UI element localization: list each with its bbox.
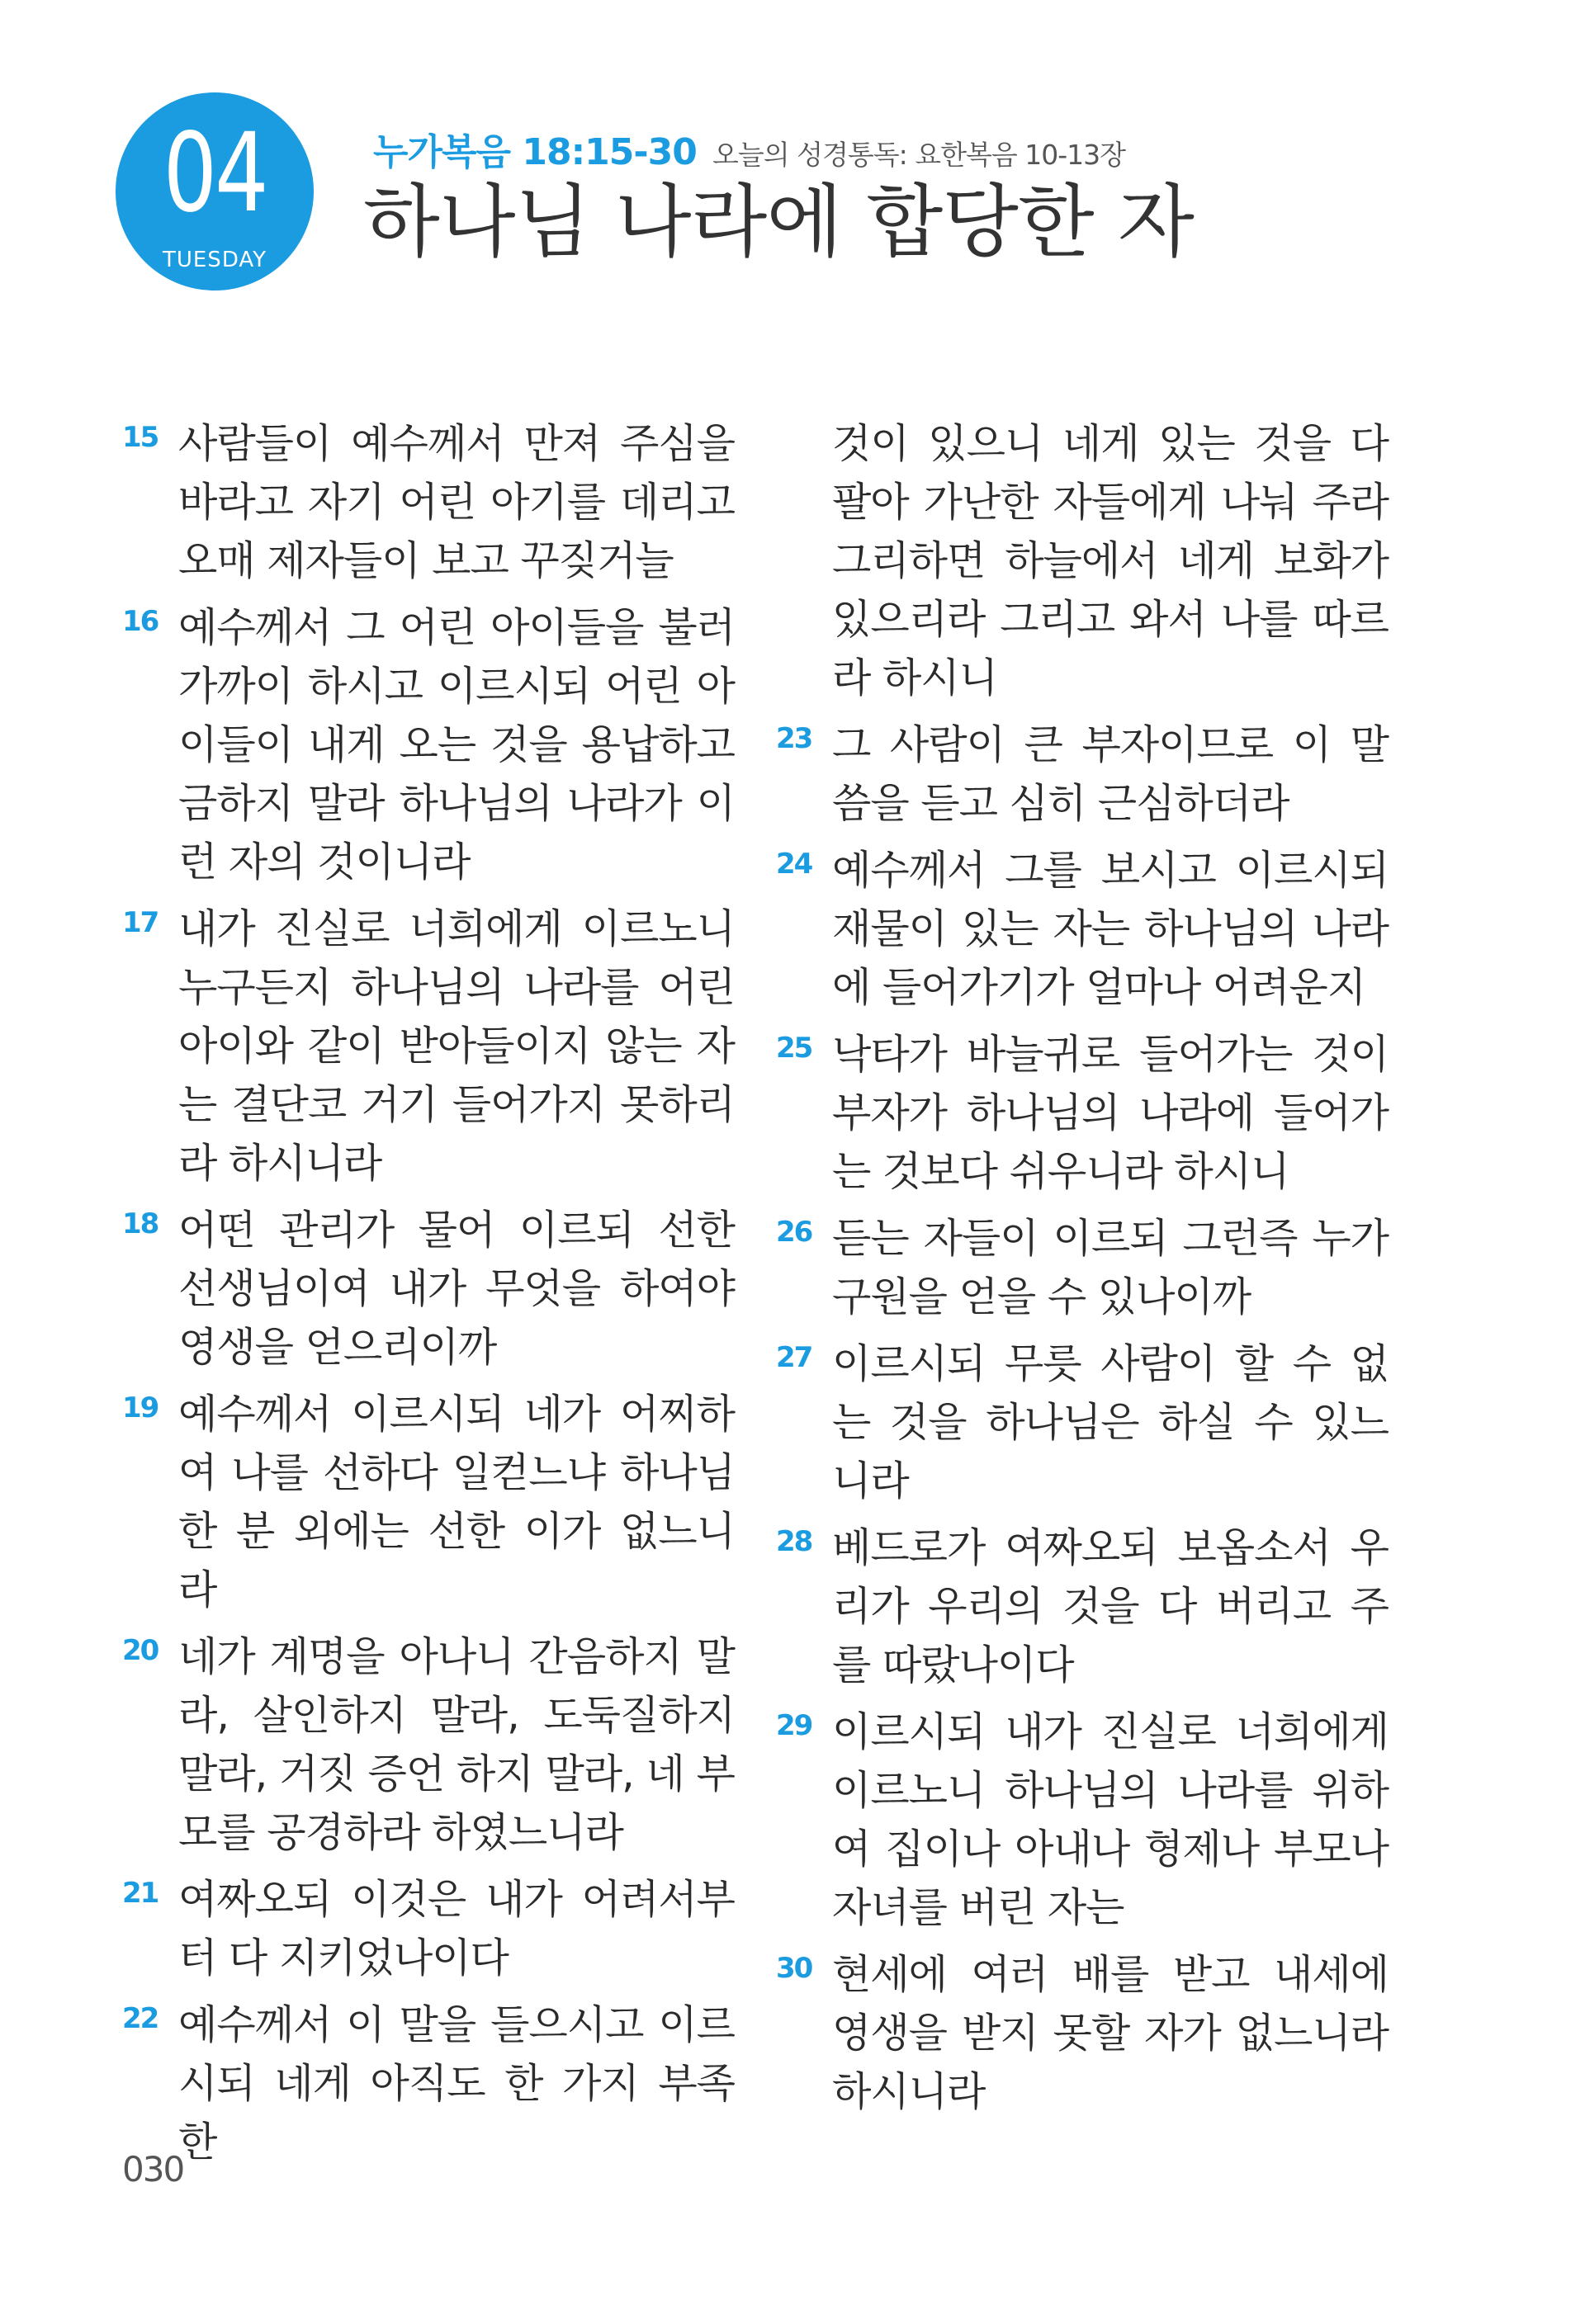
verse-text: 사람들이 예수께서 만져 주심을 바라고 자기 어린 아기를 데리고 오매 제자들이 보고 꾸짖거늘 [178,420,735,584]
verse-number: 27 [776,1341,812,1374]
verse-number: 16 [122,605,158,638]
verse [776,1025,1389,1201]
verse-number: 24 [776,848,812,881]
verse [776,716,1389,833]
verse-text: 여짜오되 이것은 내가 어려서부터 다 지키었나이다 [178,1876,735,1982]
verse-number: 28 [776,1525,812,1558]
verse-number: 20 [122,1634,158,1667]
verse [776,841,1389,1017]
verse [776,1945,1389,2121]
verse-number: 22 [122,2002,158,2035]
right-column [776,414,1389,2129]
verse-number: 17 [122,906,158,939]
verse [122,1201,735,1377]
verse-text: 예수께서 그를 보시고 이르시되 재물이 있는 자는 하나님의 나라에 들어가기가 얼마나 어려운지 [832,847,1389,1011]
verse-text: 그 사람이 큰 부자이므로 이 말씀을 듣고 심히 근심하더라 [832,721,1389,827]
verse-text: 현세에 여러 배를 받고 내세에 영생을 받지 못할 자가 없느니라 하시니라 [832,1951,1389,2115]
left-column [122,414,735,2180]
weekday-label: TUESDAY [162,248,267,272]
verse [122,1627,735,1862]
verse-number: 19 [122,1391,158,1424]
verse [122,1385,735,1619]
verse-number: 26 [776,1216,812,1249]
verse-text: 듣는 자들이 이르되 그런즉 누가 구원을 얻을 수 있나이까 [832,1215,1389,1320]
verse [776,1703,1389,1937]
day-number: 04 [163,110,267,237]
verse-number: 30 [776,1952,812,1985]
verse [122,900,735,1193]
verse [122,1870,735,1987]
verse-number: 18 [122,1207,158,1240]
verse-text: 이르시되 무릇 사람이 할 수 없는 것을 하나님은 하실 수 있느니라 [832,1340,1389,1504]
verse-text: 것이 있으니 네게 있는 것을 다 팔아 가난한 자들에게 나눠 주라 그리하면 하늘에서 네게 보화가 있으리라 그리고 와서 나를 따르라 하시니 [832,420,1389,701]
verse-text: 네가 계명을 아나니 간음하지 말라, 살인하지 말라, 도둑질하지 말라, 거짓 증언 하지 말라, 네 부모를 공경하라 하였느니라 [178,1633,735,1856]
verse-text: 내가 진실로 너희에게 이르노니 누구든지 하나님의 나라를 어린 아이와 같이 받아들이지 않는 자는 결단코 거기 들어가지 못하리라 하시니라 [178,905,735,1187]
verse-text: 예수께서 이르시되 네가 어찌하여 나를 선하다 일컫느냐 하나님 한 분 외에는 선한 이가 없느니라 [178,1391,735,1613]
verse [776,1519,1389,1694]
verse-text: 어떤 관리가 물어 이르되 선한 선생님이여 내가 무엇을 하여야 영생을 얻으리이까 [178,1207,735,1371]
verse-number: 23 [776,722,812,755]
scripture-reference: 누가복음 18:15-30 [373,131,697,173]
verse [776,1209,1389,1326]
verse-text: 예수께서 이 말을 들으시고 이르시되 네게 아직도 한 가지 부족한 [178,2001,735,2166]
verse-number: 29 [776,1709,812,1742]
verse-number: 15 [122,421,158,454]
verse-number: 25 [776,1032,812,1065]
day-badge [116,92,314,290]
reference-line [373,122,1125,175]
verse-text: 베드로가 여짜오되 보옵소서 우리가 우리의 것을 다 버리고 주를 따랐나이다 [832,1524,1389,1689]
verse [776,1334,1389,1510]
verse [122,414,735,590]
verse-text: 예수께서 그 어린 아이들을 불러 가까이 하시고 이르시되 어린 아이들이 내게 오는 것을 용납하고 금하지 말라 하나님의 나라가 이런 자의 것이니라 [178,604,735,886]
verse [122,1996,735,2171]
daily-reading: 오늘의 성경통독: 요한복음 10-13장 [712,139,1125,171]
verse-text: 이르시되 내가 진실로 너희에게 이르노니 하나님의 나라를 위하여 집이나 아내나 형제나 부모나 자녀를 버린 자는 [832,1708,1389,1931]
verse-continuation [776,414,1389,707]
page-title: 하나님 나라에 합당한 자 [363,176,1194,268]
verse-number: 21 [122,1877,158,1910]
verse [122,598,735,891]
verse-text: 낙타가 바늘귀로 들어가는 것이 부자가 하나님의 나라에 들어가는 것보다 쉬우니라 하시니 [832,1031,1389,1195]
page-number: 030 [122,2149,184,2189]
